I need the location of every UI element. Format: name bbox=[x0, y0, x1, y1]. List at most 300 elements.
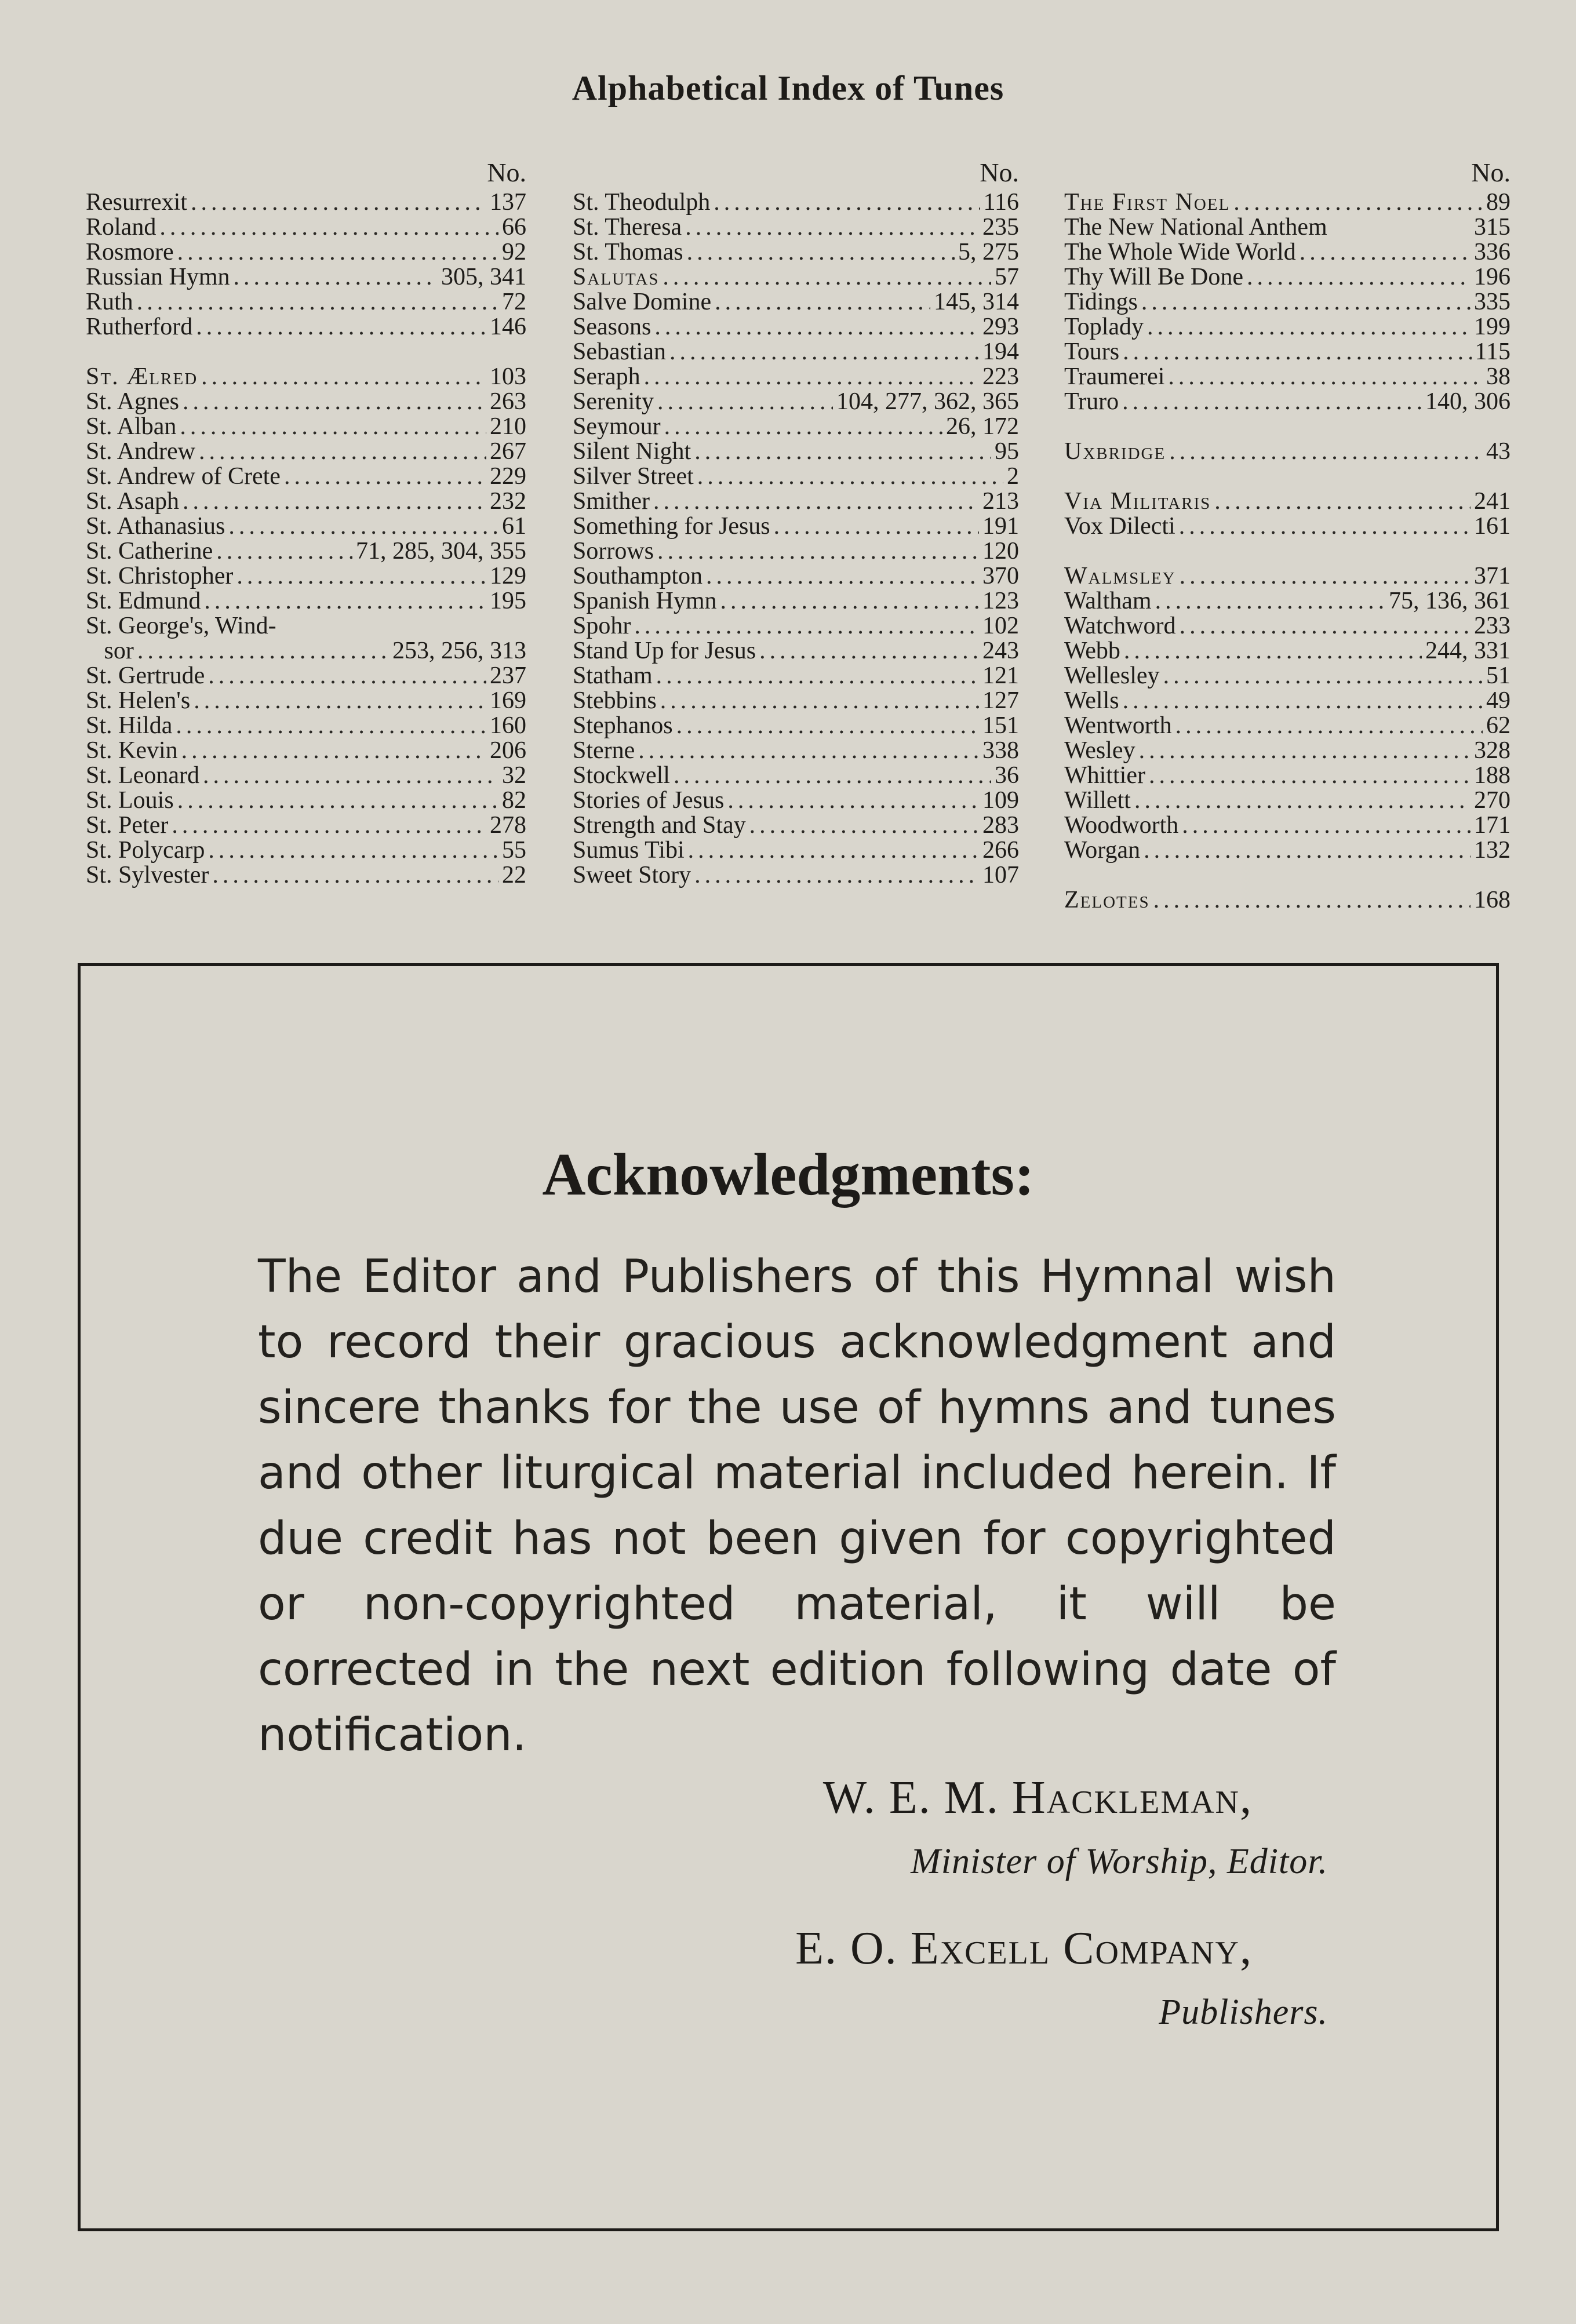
tune-name: Southampton bbox=[573, 563, 703, 589]
leader-dots bbox=[1175, 713, 1483, 738]
index-entry bbox=[1064, 240, 1511, 265]
tune-name: St. Athanasius bbox=[86, 513, 225, 540]
index-entry bbox=[1064, 489, 1511, 514]
tune-name: Webb bbox=[1064, 638, 1120, 664]
leader-dots bbox=[228, 514, 498, 539]
leader-dots bbox=[216, 539, 352, 564]
hymn-number: 196 bbox=[1474, 264, 1511, 290]
hymn-number: 82 bbox=[502, 787, 526, 814]
leader-dots bbox=[774, 514, 979, 539]
index-entry bbox=[1064, 614, 1511, 639]
tune-name: Russian Hymn bbox=[86, 264, 230, 290]
leader-dots bbox=[1163, 664, 1483, 689]
tune-name: Stand Up for Jesus bbox=[573, 638, 756, 664]
hymn-number: 109 bbox=[982, 787, 1019, 814]
leader-dots bbox=[181, 738, 486, 763]
leader-dots bbox=[1141, 290, 1471, 315]
leader-dots bbox=[1214, 489, 1471, 514]
hymn-number: 22 bbox=[502, 862, 526, 888]
index-entry bbox=[573, 664, 1019, 689]
index-column-3 bbox=[1064, 155, 1511, 913]
hymn-number: 335 bbox=[1474, 289, 1511, 315]
tune-name: Toplady bbox=[1064, 314, 1144, 340]
index-entry bbox=[573, 838, 1019, 863]
leader-dots bbox=[688, 838, 979, 863]
index-entry bbox=[1064, 738, 1511, 763]
hymn-number: 107 bbox=[982, 862, 1019, 888]
hymn-number: 243 bbox=[982, 638, 1019, 664]
index-entry bbox=[573, 389, 1019, 414]
leader-dots bbox=[663, 265, 991, 290]
leader-dots bbox=[1180, 614, 1471, 639]
index-entry bbox=[573, 190, 1019, 215]
index-entry bbox=[573, 539, 1019, 564]
index-entry bbox=[86, 689, 526, 713]
index-entry bbox=[1064, 813, 1511, 838]
hymn-number: 71, 285, 304, 355 bbox=[356, 538, 526, 564]
index-entry bbox=[86, 389, 526, 414]
tune-name: Statham bbox=[573, 662, 653, 689]
index-column-2 bbox=[573, 155, 1019, 888]
leader-dots bbox=[201, 365, 486, 389]
index-spacer bbox=[1064, 863, 1511, 888]
leader-dots bbox=[1168, 365, 1483, 389]
tune-name: Sweet Story bbox=[573, 862, 691, 888]
leader-dots bbox=[191, 190, 486, 215]
index-entry bbox=[86, 514, 526, 539]
index-entry bbox=[1064, 689, 1511, 713]
leader-dots bbox=[172, 813, 486, 838]
index-entry bbox=[573, 365, 1019, 389]
tune-name: St. Asaph bbox=[86, 488, 180, 515]
leader-dots bbox=[694, 439, 991, 464]
leader-dots bbox=[660, 689, 979, 713]
index-entry bbox=[86, 240, 526, 265]
leader-dots bbox=[727, 788, 979, 813]
index-entry bbox=[1064, 838, 1511, 863]
index-entry bbox=[86, 863, 526, 888]
hymn-number: 5, 275 bbox=[958, 239, 1019, 265]
hymn-number: 132 bbox=[1474, 837, 1511, 864]
index-entry bbox=[1064, 589, 1511, 614]
tune-name: Spohr bbox=[573, 613, 631, 639]
hymn-number: 104, 277, 362, 365 bbox=[836, 388, 1019, 415]
hymn-number: 253, 256, 313 bbox=[392, 638, 526, 664]
leader-dots bbox=[1139, 738, 1471, 763]
leader-dots bbox=[715, 290, 930, 315]
tune-name: Stories of Jesus bbox=[573, 787, 725, 814]
hymn-number: 121 bbox=[982, 662, 1019, 689]
index-spacer bbox=[1064, 539, 1511, 564]
index-entry bbox=[1064, 290, 1511, 315]
tune-name: Via Militaris bbox=[1064, 488, 1211, 515]
publisher-role: Publishers. bbox=[1159, 1992, 1328, 2032]
hymn-number: 338 bbox=[982, 737, 1019, 764]
leader-dots bbox=[208, 664, 486, 689]
hymn-number: 169 bbox=[490, 687, 526, 714]
hymn-number: 336 bbox=[1474, 239, 1511, 265]
leader-dots bbox=[685, 215, 979, 240]
tune-name: Sebastian bbox=[573, 338, 666, 365]
index-entry bbox=[573, 464, 1019, 489]
index-entry bbox=[573, 639, 1019, 664]
leader-dots bbox=[654, 315, 979, 340]
hymn-number: 43 bbox=[1486, 438, 1511, 465]
tune-name: The Whole Wide World bbox=[1064, 239, 1296, 265]
tune-name: Roland bbox=[86, 214, 156, 241]
index-entry bbox=[573, 340, 1019, 365]
index-entry bbox=[86, 838, 526, 863]
index-entry bbox=[86, 614, 526, 639]
tune-name: Sumus Tibi bbox=[573, 837, 685, 864]
hymn-number: 283 bbox=[982, 812, 1019, 839]
tune-name: St. Ælred bbox=[86, 363, 198, 390]
leader-dots bbox=[1179, 514, 1471, 539]
index-entry bbox=[86, 813, 526, 838]
tune-name: Willett bbox=[1064, 787, 1131, 814]
hymn-number: 229 bbox=[490, 463, 526, 490]
leader-dots bbox=[720, 589, 979, 614]
index-entry bbox=[1064, 365, 1511, 389]
hymn-number: 102 bbox=[982, 613, 1019, 639]
hymn-number: 328 bbox=[1474, 737, 1511, 764]
leader-dots bbox=[183, 489, 486, 514]
index-entry bbox=[1064, 763, 1511, 788]
tune-name: Tours bbox=[1064, 338, 1120, 365]
index-entry bbox=[86, 539, 526, 564]
index-entry bbox=[86, 290, 526, 315]
hymn-number: 123 bbox=[982, 588, 1019, 614]
hymn-number: 278 bbox=[490, 812, 526, 839]
index-entry bbox=[573, 763, 1019, 788]
hymn-number: 315 bbox=[1474, 214, 1511, 241]
leader-dots bbox=[687, 240, 955, 265]
no-column-header: No. bbox=[1471, 158, 1511, 187]
signer-role: Minister of Worship, Editor. bbox=[911, 1842, 1328, 1881]
hymn-number: 55 bbox=[502, 837, 526, 864]
index-entry bbox=[1064, 190, 1511, 215]
index-entry bbox=[86, 788, 526, 813]
hymn-number: 263 bbox=[490, 388, 526, 415]
tune-name: St. Helen's bbox=[86, 687, 191, 714]
tune-name: St. Louis bbox=[86, 787, 174, 814]
publisher-name: E. O. Excell Company, bbox=[795, 1923, 1253, 1974]
index-entry bbox=[573, 215, 1019, 240]
index-entry bbox=[1064, 265, 1511, 290]
tune-name: Traumerei bbox=[1064, 363, 1165, 390]
hymn-number: 267 bbox=[490, 438, 526, 465]
tune-name: Uxbridge bbox=[1064, 438, 1166, 465]
tune-name: Wells bbox=[1064, 687, 1119, 714]
index-entry bbox=[1064, 215, 1511, 240]
leader-dots bbox=[1144, 838, 1471, 863]
leader-dots bbox=[183, 389, 486, 414]
tune-name: Rutherford bbox=[86, 314, 193, 340]
index-entry bbox=[573, 240, 1019, 265]
hymn-number: 293 bbox=[982, 314, 1019, 340]
leader-dots bbox=[638, 738, 979, 763]
tune-name: Thy Will Be Done bbox=[1064, 264, 1243, 290]
index-entry bbox=[573, 589, 1019, 614]
hymn-number: 195 bbox=[490, 588, 526, 614]
tune-name: Stockwell bbox=[573, 762, 670, 789]
tune-name: Stebbins bbox=[573, 687, 657, 714]
index-entry bbox=[86, 365, 526, 389]
tune-name: Wentworth bbox=[1064, 712, 1172, 739]
index-spacer bbox=[1064, 414, 1511, 439]
tune-name: sor bbox=[86, 638, 134, 664]
hymn-number: 116 bbox=[983, 189, 1019, 216]
leader-dots bbox=[1155, 589, 1385, 614]
index-entry bbox=[573, 689, 1019, 713]
leader-dots bbox=[749, 813, 979, 838]
hymn-number: 160 bbox=[490, 712, 526, 739]
tune-name: Seymour bbox=[573, 413, 661, 440]
leader-dots bbox=[1300, 240, 1471, 265]
hymn-number: 210 bbox=[490, 413, 526, 440]
leader-dots bbox=[177, 240, 498, 265]
tune-name: St. Peter bbox=[86, 812, 169, 839]
tune-name: Sterne bbox=[573, 737, 635, 764]
tune-name: Tidings bbox=[1064, 289, 1138, 315]
hymn-number: 168 bbox=[1474, 887, 1511, 913]
tune-name: The First Noel bbox=[1064, 189, 1231, 216]
tune-name: Salve Domine bbox=[573, 289, 712, 315]
index-entry bbox=[573, 863, 1019, 888]
leader-dots bbox=[697, 464, 1003, 489]
hymn-number: 161 bbox=[1474, 513, 1511, 540]
leader-dots bbox=[1123, 340, 1471, 365]
leader-dots bbox=[634, 614, 979, 639]
hymn-number: 188 bbox=[1474, 762, 1511, 789]
tune-name: Smither bbox=[573, 488, 650, 515]
hymn-number: 213 bbox=[982, 488, 1019, 515]
acknowledgments-title: Acknowledgments: bbox=[542, 1141, 1035, 1208]
index-entry bbox=[86, 589, 526, 614]
leader-dots bbox=[1247, 265, 1471, 290]
tune-name: Zelotes bbox=[1064, 887, 1150, 913]
index-spacer bbox=[86, 340, 526, 365]
index-entry bbox=[1064, 564, 1511, 589]
tune-name: St. Agnes bbox=[86, 388, 180, 415]
tune-name: Silent Night bbox=[573, 438, 691, 465]
tune-name: Strength and Stay bbox=[573, 812, 746, 839]
leader-dots bbox=[706, 564, 979, 589]
hymn-number: 146 bbox=[490, 314, 526, 340]
hymn-number: 233 bbox=[1474, 613, 1511, 639]
index-entry bbox=[573, 414, 1019, 439]
hymn-number: 270 bbox=[1474, 787, 1511, 814]
leader-dots bbox=[1182, 813, 1471, 838]
index-entry bbox=[573, 315, 1019, 340]
tune-name: Salutas bbox=[573, 264, 660, 290]
tune-name: St. Thomas bbox=[573, 239, 683, 265]
leader-dots bbox=[694, 863, 979, 888]
leader-dots bbox=[137, 639, 389, 664]
index-entry bbox=[1064, 315, 1511, 340]
hymn-number: 2 bbox=[1007, 463, 1019, 490]
hymn-number: 371 bbox=[1474, 563, 1511, 589]
hymn-number: 235 bbox=[982, 214, 1019, 241]
leader-dots bbox=[676, 713, 979, 738]
hymn-number: 89 bbox=[1486, 189, 1511, 216]
leader-dots bbox=[653, 489, 979, 514]
acknowledgments-box bbox=[78, 963, 1499, 2231]
tune-name: Stephanos bbox=[573, 712, 673, 739]
index-entry bbox=[86, 489, 526, 514]
no-column-header: No. bbox=[980, 158, 1019, 187]
leader-dots bbox=[1122, 389, 1422, 414]
tune-name: Ruth bbox=[86, 289, 133, 315]
hymn-number: 266 bbox=[982, 837, 1019, 864]
leader-dots bbox=[657, 389, 833, 414]
hymn-number: 223 bbox=[982, 363, 1019, 390]
hymn-number: 26, 172 bbox=[946, 413, 1019, 440]
hymn-number: 127 bbox=[982, 687, 1019, 714]
tune-name: St. Leonard bbox=[86, 762, 199, 789]
hymn-number: 75, 136, 361 bbox=[1389, 588, 1511, 614]
hymn-number: 103 bbox=[490, 363, 526, 390]
index-entry bbox=[1064, 514, 1511, 539]
hymn-number: 49 bbox=[1486, 687, 1511, 714]
leader-dots bbox=[1180, 564, 1471, 589]
signer-name: W. E. M. Hackleman, bbox=[822, 1772, 1253, 1823]
tune-name: Wellesley bbox=[1064, 662, 1160, 689]
index-entry bbox=[573, 788, 1019, 813]
tune-name: St. Andrew of Crete bbox=[86, 463, 281, 490]
index-entry bbox=[86, 763, 526, 788]
tune-name: Rosmore bbox=[86, 239, 174, 265]
hymn-number: 151 bbox=[982, 712, 1019, 739]
index-entry bbox=[86, 439, 526, 464]
leader-dots bbox=[1233, 190, 1483, 215]
hymn-number: 115 bbox=[1475, 338, 1511, 365]
index-entry bbox=[573, 813, 1019, 838]
index-entry bbox=[573, 514, 1019, 539]
index-entry bbox=[1064, 788, 1511, 813]
hymn-number: 194 bbox=[982, 338, 1019, 365]
index-entry bbox=[86, 414, 526, 439]
tune-name: Serenity bbox=[573, 388, 654, 415]
tune-name: Wesley bbox=[1064, 737, 1135, 764]
index-title: Alphabetical Index of Tunes bbox=[572, 69, 1004, 107]
leader-dots bbox=[674, 763, 991, 788]
index-column-1 bbox=[86, 155, 526, 888]
hymn-number: 36 bbox=[995, 762, 1019, 789]
hymn-number: 129 bbox=[490, 563, 526, 589]
hymn-number: 237 bbox=[490, 662, 526, 689]
hymn-number: 232 bbox=[490, 488, 526, 515]
tune-name: Worgan bbox=[1064, 837, 1141, 864]
leader-dots bbox=[644, 365, 979, 389]
tune-name: Spanish Hymn bbox=[573, 588, 717, 614]
index-entry bbox=[1064, 439, 1511, 464]
tune-name: St. Polycarp bbox=[86, 837, 205, 864]
tune-name: The New National Anthem bbox=[1064, 214, 1327, 241]
leader-dots bbox=[1124, 639, 1422, 664]
leader-dots bbox=[759, 639, 979, 664]
tune-name: St. Kevin bbox=[86, 737, 178, 764]
index-entry bbox=[573, 489, 1019, 514]
leader-dots bbox=[1149, 763, 1471, 788]
leader-dots bbox=[1169, 439, 1483, 464]
hymn-number: 57 bbox=[995, 264, 1019, 290]
leader-dots bbox=[236, 564, 486, 589]
hymn-number: 38 bbox=[1486, 363, 1511, 390]
index-entry bbox=[1064, 340, 1511, 365]
leader-dots bbox=[203, 763, 498, 788]
leader-dots bbox=[176, 713, 486, 738]
tune-name: St. Alban bbox=[86, 413, 177, 440]
hymn-number: 137 bbox=[490, 189, 526, 216]
index-spacer bbox=[1064, 464, 1511, 489]
hymn-number: 66 bbox=[502, 214, 526, 241]
leader-dots bbox=[196, 315, 486, 340]
tune-name: Woodworth bbox=[1064, 812, 1179, 839]
hymn-number: 92 bbox=[502, 239, 526, 265]
leader-dots bbox=[159, 215, 498, 240]
tune-name: St. Hilda bbox=[86, 712, 173, 739]
leader-dots bbox=[1153, 888, 1471, 913]
hymn-number: 72 bbox=[502, 289, 526, 315]
index-entry bbox=[86, 639, 526, 664]
leader-dots bbox=[1123, 689, 1483, 713]
index-entry bbox=[1064, 888, 1511, 913]
leader-dots bbox=[234, 265, 438, 290]
hymn-number: 191 bbox=[982, 513, 1019, 540]
hymn-number: 199 bbox=[1474, 314, 1511, 340]
tune-name: Watchword bbox=[1064, 613, 1176, 639]
leader-dots bbox=[180, 414, 486, 439]
index-entry bbox=[573, 265, 1019, 290]
leader-dots bbox=[199, 439, 486, 464]
tune-name: Truro bbox=[1064, 388, 1119, 415]
tune-name: St. Sylvester bbox=[86, 862, 209, 888]
tune-name: Walmsley bbox=[1064, 563, 1176, 589]
hymn-number: 171 bbox=[1474, 812, 1511, 839]
hymn-number: 206 bbox=[490, 737, 526, 764]
acknowledgments-body: The Editor and Publishers of this Hymnal wish to record their gracious acknowledgment and sincere thanks for the use of hymns and tunes and other liturgical material included herein. If due credit has not been given for copyrighted or non-copyrighted material, it will be corrected in the next edition following date of notification. bbox=[258, 1251, 1336, 1761]
leader-dots bbox=[194, 689, 486, 713]
index-entry bbox=[86, 738, 526, 763]
tune-name: St. Gertrude bbox=[86, 662, 205, 689]
tune-name: St. Andrew bbox=[86, 438, 195, 465]
leader-dots bbox=[177, 788, 498, 813]
index-entry bbox=[573, 564, 1019, 589]
hymn-number: 61 bbox=[502, 513, 526, 540]
leader-dots bbox=[204, 589, 486, 614]
tune-name: St. Theodulph bbox=[573, 189, 711, 216]
tune-name: Vox Dilecti bbox=[1064, 513, 1175, 540]
index-entry bbox=[1064, 639, 1511, 664]
leader-dots bbox=[669, 340, 979, 365]
hymn-number: 62 bbox=[1486, 712, 1511, 739]
hymn-number: 145, 314 bbox=[934, 289, 1019, 315]
index-entry bbox=[573, 713, 1019, 738]
index-entry bbox=[573, 614, 1019, 639]
hymn-number: 95 bbox=[995, 438, 1019, 465]
index-entry bbox=[573, 738, 1019, 763]
leader-dots bbox=[714, 190, 980, 215]
index-entry bbox=[1064, 713, 1511, 738]
index-entry bbox=[573, 290, 1019, 315]
tune-name: Seasons bbox=[573, 314, 651, 340]
leader-dots bbox=[212, 863, 498, 888]
index-entry bbox=[1064, 389, 1511, 414]
leader-dots bbox=[656, 664, 979, 689]
index-entry bbox=[573, 439, 1019, 464]
leader-dots bbox=[1134, 788, 1471, 813]
